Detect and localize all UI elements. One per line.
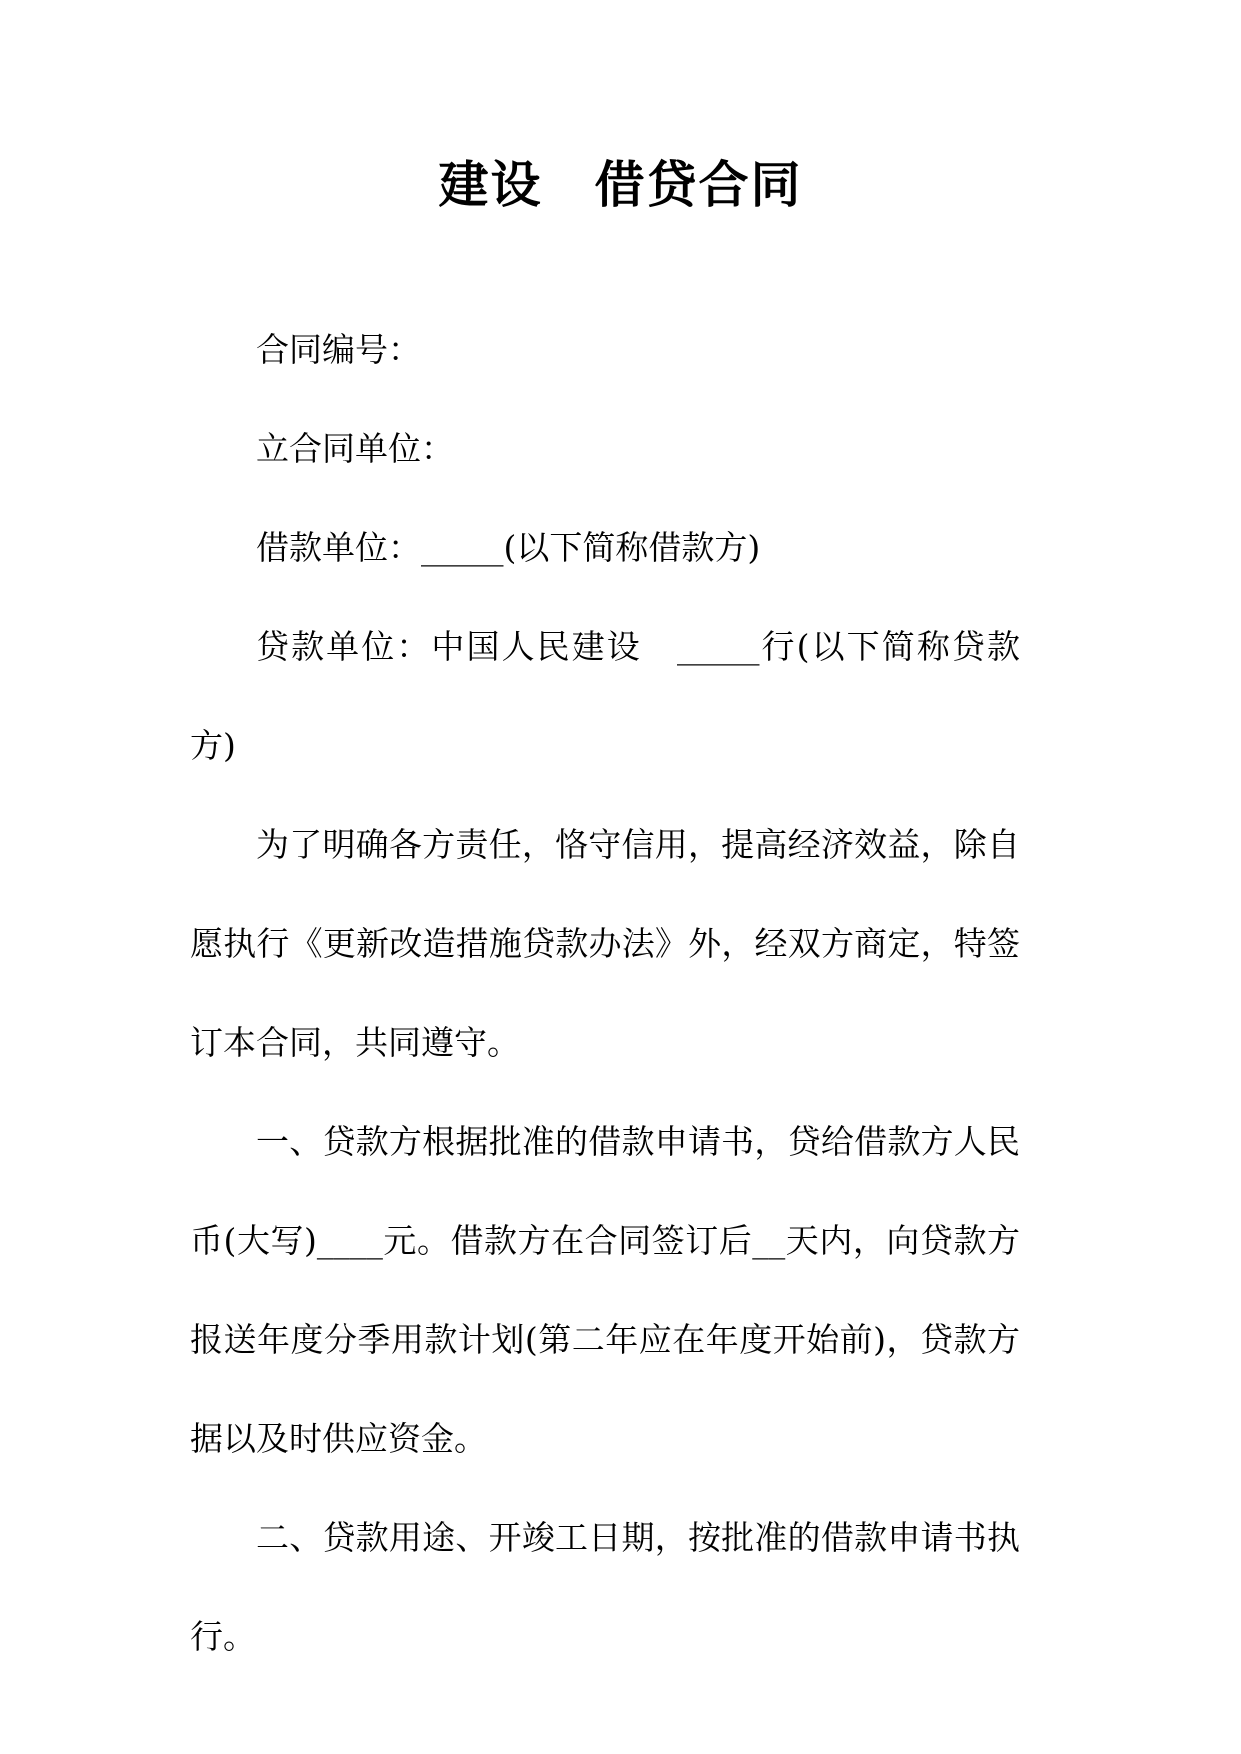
contract-parties-line: 立合同单位： [256,429,454,468]
clause-two-paragraph: 二、贷款用途、开竣工日期，按批准的借款申请书执行。 [190,1518,1020,1656]
preamble-paragraph: 为了明确各方责任，恪守信用，提高经济效益，除自愿执行《更新改造措施贷款办法》外，经双方商定，特签订本合同，共同遵守。 [190,825,1020,1062]
clause-one-paragraph: 一、贷款方根据批准的借款申请书，贷给借款方人民币(大写)____元。借款方在合同签订后__天内，向贷款方报送年度分季用款计划(第二年应在年度开始前)，贷款方据以及时供应资金。 [190,1122,1020,1458]
document-title: 建设 借贷合同 [438,155,803,214]
lender-line: 贷款单位：中国人民建设 _____行(以下简称贷款方) [190,627,1020,765]
document-body [190,300,1020,1686]
contract-number-line: 合同编号： [256,330,421,369]
borrower-line: 借款单位：_____(以下简称借款方) [256,528,761,567]
